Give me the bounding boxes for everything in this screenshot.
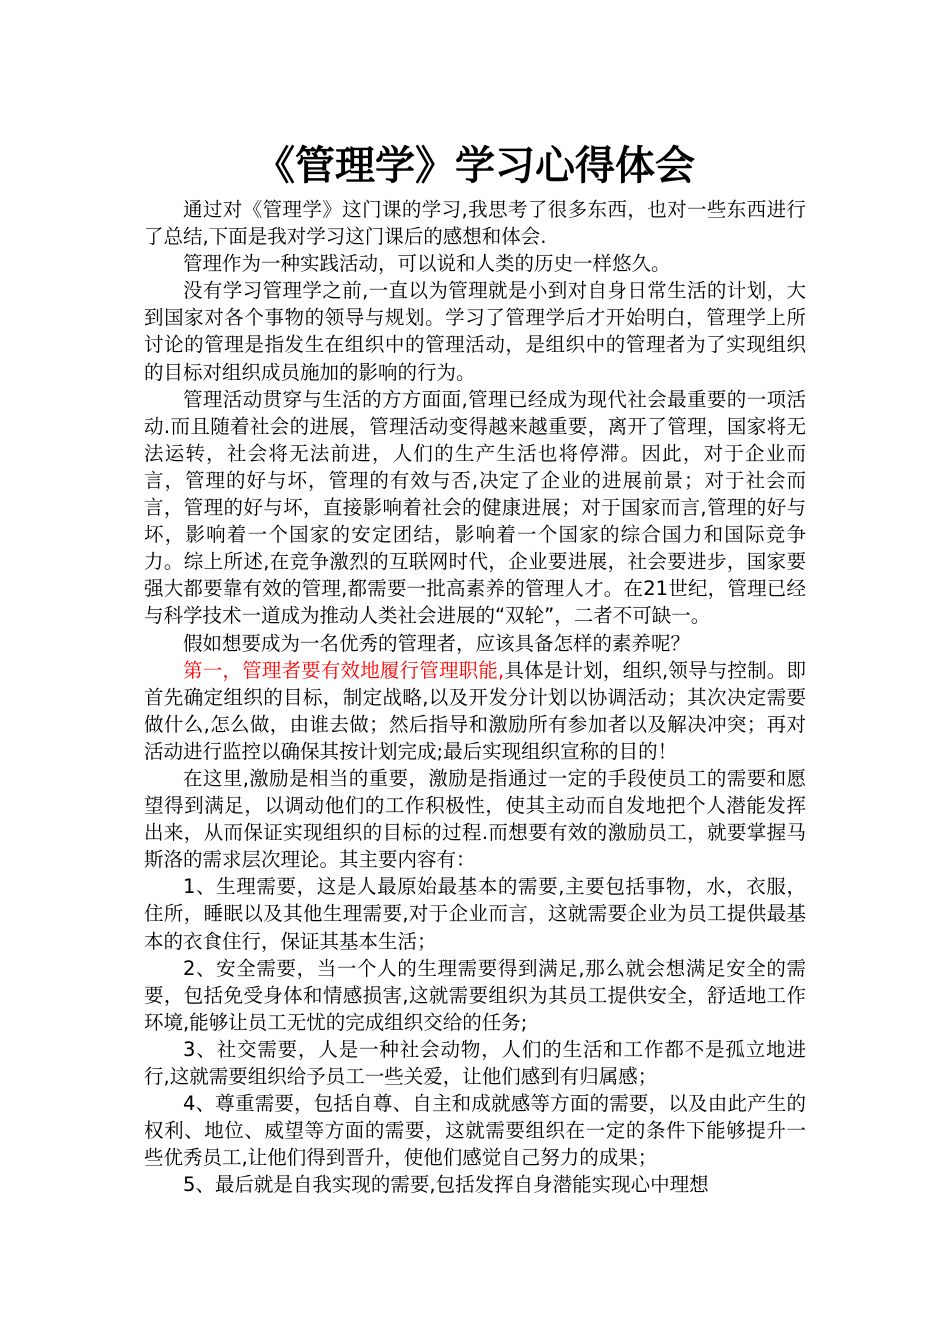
paragraph-importance: 管理活动贯穿与生活的方方面面,管理已经成为现代社会最重要的一项活动.而且随着社会的进展，管理活动变得越来越重要，离开了管理，国家将无法运转，社会将无法前进，人们的生产生活也将停滞。因此，对于企业而言，管理的好与坏，管理的有效与否,决定了企业的进展前景；对于社会而言，管理的好与坏，直接影响着社会的健康进展；对于国家而言,管理的好与坏，影响着一个国家的安定团结，影响着一个国家的综合国力和国际竞争力。综上所述,在竞争激烈的互联网时代，企业要进展，社会要进步，国家要强大都要靠有效的管理,都需要一批高素养的管理人才。在21世纪，管理已经与科学技术一道成为推动人类社会进展的“双轮”，二者不可缺一。 bbox=[144, 387, 806, 628]
paragraph-history: 管理作为一种实践活动，可以说和人类的历史一样悠久。 bbox=[183, 252, 671, 276]
list-item-self-actualization: 5、最后就是自我实现的需要,包括发挥自身潜能实现心中理想 bbox=[183, 1173, 709, 1197]
highlight-text: 第一，管理者要有效地履行管理职能, bbox=[183, 658, 505, 682]
paragraph-definition: 没有学习管理学之前,一直以为管理就是小到对自身日常生活的计划，大到国家对各个事物的领导与规划。学习了管理学后才开始明白，管理学上所讨论的管理是指发生在组织中的管理活动，是组织中的管理者为了实现组织的目标对组织成员施加的影响的行为。 bbox=[144, 279, 806, 384]
paragraph-question: 假如想要成为一名优秀的管理者，应该具备怎样的素养呢？ bbox=[183, 631, 691, 655]
document-body bbox=[144, 196, 806, 1198]
paragraph-motivation: 在这里,激励是相当的重要，激励是指通过一定的手段使员工的需要和愿望得到满足，以调动他们的工作积极性，使其主动而自发地把个人潜能发挥出来，从而保证实现组织的目标的过程.而想要有效的激励员工，就要掌握马斯洛的需求层次理论。其主要内容有： bbox=[144, 766, 806, 872]
list-item-safety: 2、安全需要，当一个人的生理需要得到满足,那么就会想满足安全的需要，包括免受身体和情感损害,这就需要组织为其员工提供安全，舒适地工作环境,能够让员工无忧的完成组织交给的任务; bbox=[144, 956, 806, 1034]
list-item-physiological: 1、生理需要，这是人最原始最基本的需要,主要包括事物，水，衣服，住所，睡眠以及其他生理需要,对于企业而言，这就需要企业为员工提供最基本的衣食住行，保证其基本生活； bbox=[144, 875, 806, 953]
paragraph-intro: 通过对《管理学》这门课的学习,我思考了很多东西，也对一些东西进行了总结,下面是我对学习这门课后的感想和体会. bbox=[144, 198, 806, 249]
list-item-esteem: 4、尊重需要，包括自尊、自主和成就感等方面的需要，以及由此产生的权利、地位、威望等方面的需要，这就需要组织在一定的条件下能够提升一些优秀员工,让他们得到晋升，使他们感觉自己努力的成果； bbox=[144, 1092, 806, 1170]
document-title: 《管理学》学习心得体会 bbox=[255, 143, 695, 189]
list-item-social: 3、社交需要，人是一种社会动物，人们的生活和工作都不是孤立地进行,这就需要组织给予员工一些关爱，让他们感到有归属感； bbox=[144, 1037, 806, 1088]
paragraph-first-point: 第一，管理者要有效地履行管理职能,具体是计划，组织,领导与控制。即首先确定组织的目标，制定战略,以及开发分计划以协调活动；其次决定需要做什么,怎么做，由谁去做；然后指导和激励所有参加者以及解决冲突；再对活动进行监控以确保其按计划完成;最后实现组织宣称的目的！ bbox=[144, 658, 806, 763]
